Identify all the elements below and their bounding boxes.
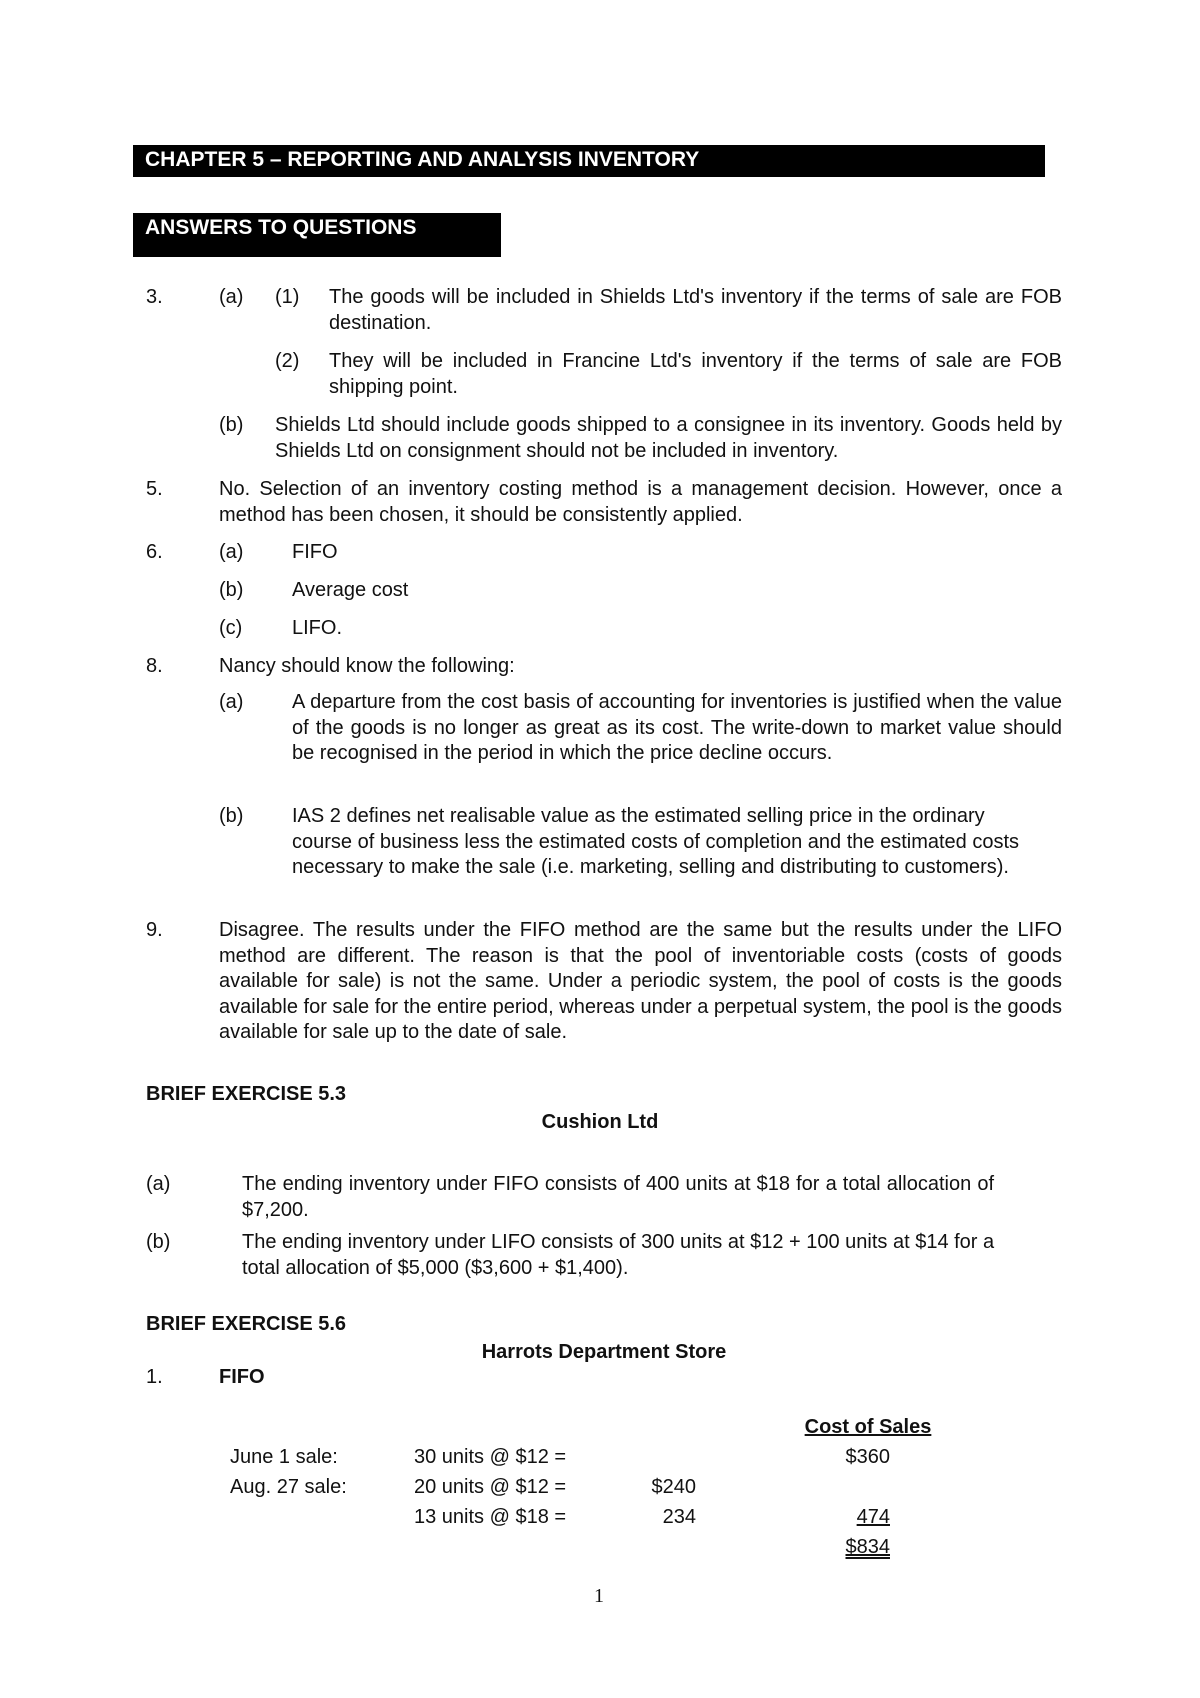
total-row — [790, 1535, 890, 1560]
be56-heading: BRIEF EXERCISE 5.6 — [146, 1313, 347, 1335]
q6-number: 6. — [146, 541, 163, 563]
table-row-calc: 30 units @ $12 = — [414, 1446, 567, 1468]
q9-text: Disagree. The results under the FIFO method are the same but the results under the LIFO method are different. The reason is that the pool of inventoriable costs (costs of goods available for sale) is not the same. Under a periodic system, the pool of costs is the goods available for sale for the entire period, whereas under a perpetual system, the pool is the goods available for sale up to the date of sale. — [219, 919, 1062, 1043]
subtotal-value: 474 — [856, 1506, 890, 1528]
q6-c-label: (c) — [219, 617, 243, 639]
q5-number: 5. — [146, 478, 163, 500]
section-title: ANSWERS TO QUESTIONS — [145, 216, 417, 239]
total-value: $834 — [845, 1536, 890, 1558]
q8-a-text: A departure from the cost basis of accounting for inventories is justified when the value of the goods is no longer as great as its cost. The write-down to market value should be recognised in the period in which the price decline occurs. — [292, 691, 1062, 764]
q8-a-label: (a) — [219, 691, 244, 713]
table-row-label: Aug. 27 sale: — [230, 1476, 347, 1498]
chapter-title-bar — [133, 145, 1045, 177]
q3-a1-text: The goods will be included in Shields Ltd's inventory if the terms of sale are FOB destination. — [329, 286, 1062, 334]
cost-of-sales-header: Cost of Sales — [804, 1416, 932, 1438]
q3-b-label: (b) — [219, 414, 244, 436]
be56-method: FIFO — [219, 1366, 265, 1388]
q3-a2-text: They will be included in Francine Ltd's inventory if the terms of sale are FOB shipping point. — [329, 350, 1062, 398]
q6-a-label: (a) — [219, 541, 244, 563]
table-row-calc: 20 units @ $12 = — [414, 1476, 567, 1498]
q3-b-text: Shields Ltd should include goods shipped to a consignee in its inventory. Goods held by Shields Ltd on consignment should not be included in inventory. — [275, 414, 1062, 462]
table-row-right: $360 — [845, 1446, 890, 1468]
q8-number: 8. — [146, 655, 163, 677]
q5-text: No. Selection of an inventory costing method is a management decision. However, once a method has been chosen, it should be consistently applied. — [219, 478, 1062, 526]
table-row-mid: $240 — [651, 1476, 696, 1498]
q3-a1-label: (1) — [275, 286, 300, 308]
page-number: 1 — [594, 1585, 604, 1607]
table-row-calc: 13 units @ $18 = — [414, 1506, 567, 1528]
q6-b-label: (b) — [219, 579, 244, 601]
q8-intro: Nancy should know the following: — [219, 655, 515, 677]
q6-b-text: Average cost — [292, 579, 409, 601]
be53-b-label: (b) — [146, 1231, 171, 1253]
be56-item-number: 1. — [146, 1366, 163, 1388]
be53-company: Cushion Ltd — [541, 1111, 659, 1133]
table-row-label: June 1 sale: — [230, 1446, 338, 1468]
q8-b-label: (b) — [219, 805, 244, 827]
q3-a2-label: (2) — [275, 350, 300, 372]
table-row-right — [790, 1505, 890, 1530]
be53-a-text: The ending inventory under FIFO consists of 400 units at $18 for a total allocation of $7,200. — [242, 1173, 994, 1221]
q8-b-text: IAS 2 defines net realisable value as the estimated selling price in the ordinary course of business less the estimated costs of completion and the estimated costs necessary to make the sale (i.e. marketing, selling and distributing to customers). — [292, 805, 1020, 878]
section-title-bar — [133, 213, 501, 257]
be53-heading: BRIEF EXERCISE 5.3 — [146, 1083, 347, 1105]
q6-a-text: FIFO — [292, 541, 338, 563]
be56-company: Harrots Department Store — [481, 1341, 727, 1363]
q3-number: 3. — [146, 286, 163, 308]
table-row-mid: 234 — [662, 1506, 696, 1528]
be53-b-text: The ending inventory under LIFO consists of 300 units at $12 + 100 units at $14 for a total allocation of $5,000 ($3,600 + $1,400). — [242, 1231, 995, 1279]
q3-a-label: (a) — [219, 286, 244, 308]
q9-number: 9. — [146, 919, 163, 941]
be53-a-label: (a) — [146, 1173, 171, 1195]
q6-c-text: LIFO. — [292, 617, 343, 639]
chapter-title: CHAPTER 5 – REPORTING AND ANALYSIS INVENTORY — [145, 148, 700, 171]
